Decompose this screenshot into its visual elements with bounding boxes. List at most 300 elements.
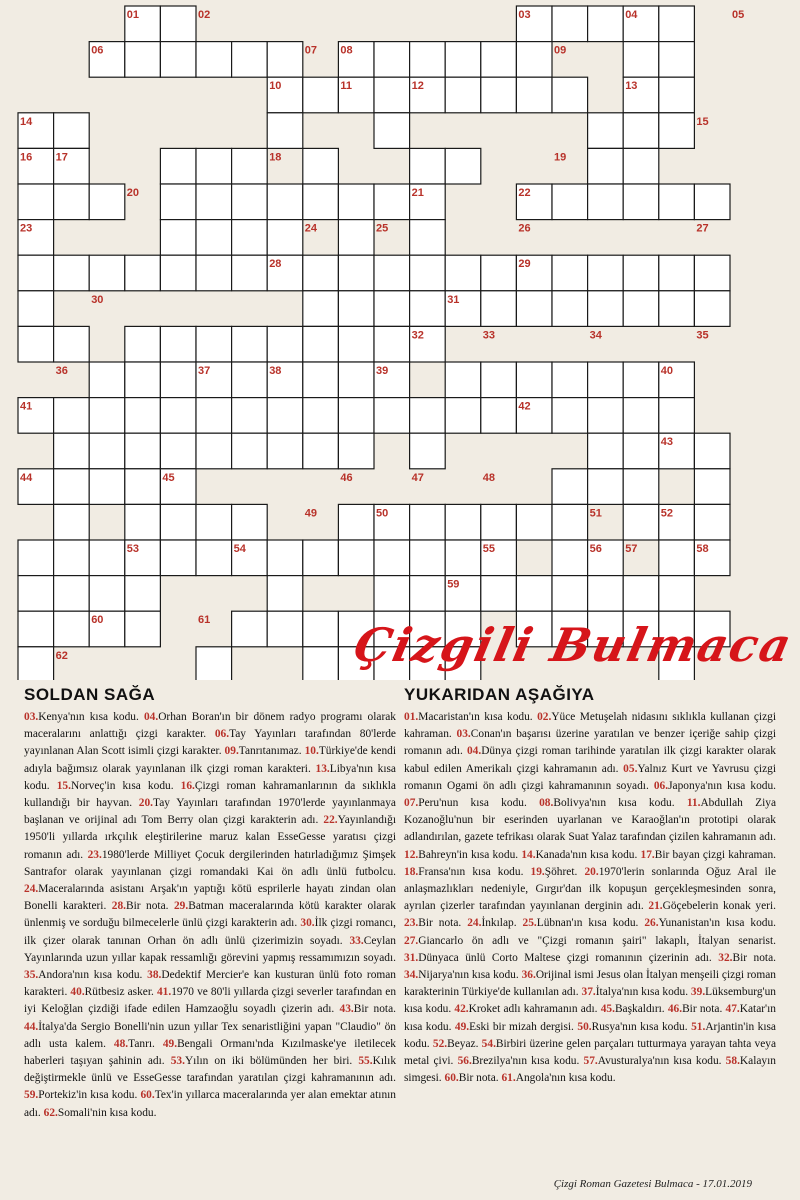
grid-cell[interactable] xyxy=(18,326,54,362)
clue-number: 26. xyxy=(644,917,659,930)
grid-cell[interactable] xyxy=(267,398,303,434)
grid-cell[interactable] xyxy=(54,255,90,291)
grid-cell[interactable] xyxy=(588,6,624,42)
grid-cell[interactable] xyxy=(160,6,196,42)
grid-cell[interactable] xyxy=(196,42,232,78)
grid-cell[interactable] xyxy=(303,611,339,647)
grid-cell[interactable] xyxy=(232,220,268,256)
grid-cell[interactable] xyxy=(445,362,481,398)
grid-cell[interactable] xyxy=(374,184,410,220)
grid-cell[interactable] xyxy=(694,291,730,327)
grid-cell[interactable] xyxy=(232,362,268,398)
grid-cell[interactable] xyxy=(588,469,624,505)
clue-number: 62. xyxy=(43,1106,58,1119)
grid-cell[interactable] xyxy=(54,504,90,540)
grid-cell[interactable] xyxy=(125,433,161,469)
clue-text: Portekiz'in kısa kodu. xyxy=(38,1089,141,1102)
grid-clue-number: 36 xyxy=(55,365,68,377)
grid-clue-number: 13 xyxy=(625,80,638,93)
clue-number: 47. xyxy=(725,1003,740,1016)
grid-cell[interactable] xyxy=(659,576,695,612)
grid-cell[interactable] xyxy=(267,576,303,612)
clue-text: Kılık değiştirmekle ünlü ve EsseGesse tarafından yaratılan çizgi kahramanının adı. xyxy=(24,1055,397,1085)
grid-cell[interactable] xyxy=(445,42,481,78)
grid-cell[interactable] xyxy=(588,291,624,327)
grid-clue-number: 32 xyxy=(411,329,424,342)
grid-cell[interactable] xyxy=(160,148,196,184)
grid-cell[interactable] xyxy=(89,255,125,291)
grid-cell[interactable] xyxy=(54,398,90,434)
grid-cell[interactable] xyxy=(89,433,125,469)
clue-number: 35. xyxy=(24,969,39,982)
clue-text: Avusturalya'nın kısa kodu. xyxy=(597,1055,726,1068)
clue-text: Başkaldırı. xyxy=(614,1003,668,1016)
grid-cell[interactable] xyxy=(54,611,90,647)
clue-text: Kanada'nın kısa kodu. xyxy=(535,848,641,861)
clue-number: 27. xyxy=(404,934,419,947)
grid-cell[interactable] xyxy=(160,220,196,256)
grid-cell[interactable] xyxy=(410,255,446,291)
clue-number: 28. xyxy=(111,900,127,913)
grid-clue-number: 38 xyxy=(269,365,282,377)
clue-text: Bengali Ormanı'nda Kızılmaske'ye iletilecek haberleri taşıyan şahinin adı. xyxy=(24,1037,396,1068)
clue-number: 17. xyxy=(640,848,655,861)
grid-cell[interactable] xyxy=(410,433,446,469)
grid-cell[interactable] xyxy=(623,504,659,540)
clue-text: Bir nota. xyxy=(126,900,174,913)
clue-number: 04. xyxy=(143,711,159,723)
grid-cell[interactable] xyxy=(623,576,659,612)
clue-text: Yalnız Kurt ve Yavrusu çizgi romanın Ogami ön adlı çizgi kahramanının soyadı. xyxy=(404,762,776,792)
clue-number: 06. xyxy=(214,728,230,741)
clue-number: 22. xyxy=(323,814,338,827)
grid-cell[interactable] xyxy=(694,184,730,220)
grid-clue-number: 01 xyxy=(126,9,140,21)
grid-cell[interactable] xyxy=(267,433,303,469)
grid-cell[interactable] xyxy=(303,184,339,220)
clue-text: Rütbesiz asker. xyxy=(84,986,157,999)
grid-cell[interactable] xyxy=(338,220,374,256)
grid-cell[interactable] xyxy=(552,576,588,612)
grid-clue-number: 33 xyxy=(482,329,496,342)
grid-clue-number: 43 xyxy=(660,436,674,449)
grid-cell[interactable] xyxy=(481,77,517,113)
grid-cell[interactable] xyxy=(89,540,125,576)
grid-clue-number: 48 xyxy=(482,471,496,484)
grid-cell[interactable] xyxy=(410,220,446,256)
grid-cell[interactable] xyxy=(374,42,410,78)
grid-cell[interactable] xyxy=(374,113,410,149)
grid-cell[interactable] xyxy=(89,362,125,398)
clue-number: 25. xyxy=(522,917,537,930)
grid-cell[interactable] xyxy=(694,255,730,291)
clue-text: Orhan Boran'ın bir dönem radyo programı olarak maceralarını anlattığı çizgi karakter. xyxy=(24,711,396,741)
clue-text: Yılın on iki bölümünden her biri. xyxy=(184,1055,359,1068)
grid-cell[interactable] xyxy=(588,576,624,612)
grid-cell[interactable] xyxy=(623,148,659,184)
grid-cell[interactable] xyxy=(659,398,695,434)
grid-cell[interactable] xyxy=(552,540,588,576)
grid-cell[interactable] xyxy=(410,148,446,184)
grid-cell[interactable] xyxy=(18,291,54,327)
grid-cell[interactable] xyxy=(623,398,659,434)
grid-cell[interactable] xyxy=(410,398,446,434)
grid-cell[interactable] xyxy=(445,255,481,291)
grid-cell[interactable] xyxy=(160,398,196,434)
grid-cell[interactable] xyxy=(89,469,125,505)
grid-cell[interactable] xyxy=(18,184,54,220)
grid-clue-number: 06 xyxy=(91,44,104,57)
grid-cell[interactable] xyxy=(54,184,90,220)
grid-cell[interactable] xyxy=(481,255,517,291)
grid-cell[interactable] xyxy=(516,291,552,327)
grid-cell[interactable] xyxy=(303,148,339,184)
grid-cell[interactable] xyxy=(516,504,552,540)
grid-cell[interactable] xyxy=(160,540,196,576)
grid-cell[interactable] xyxy=(410,42,446,78)
grid-cell[interactable] xyxy=(338,504,374,540)
grid-cell[interactable] xyxy=(338,433,374,469)
grid-cell[interactable] xyxy=(303,398,339,434)
grid-clue-number: 56 xyxy=(589,543,602,555)
grid-cell[interactable] xyxy=(588,113,624,149)
clue-text: Lüksemburg'un kısa kodu. xyxy=(404,986,776,1016)
grid-clue-number: 11 xyxy=(340,80,353,93)
grid-cell[interactable] xyxy=(338,291,374,327)
down-section xyxy=(404,685,776,1087)
grid-cell[interactable] xyxy=(303,255,339,291)
grid-cell[interactable] xyxy=(267,113,303,149)
clue-number: 59. xyxy=(24,1089,39,1102)
grid-cell[interactable] xyxy=(125,611,161,647)
clue-text: Bir bayan çizgi kahraman. xyxy=(654,848,776,861)
grid-cell[interactable] xyxy=(588,362,624,398)
clue-number: 57. xyxy=(583,1055,598,1068)
grid-cell[interactable] xyxy=(18,255,54,291)
clue-text: Angola'nın kısa kodu. xyxy=(515,1072,616,1085)
clue-text: Dedektif Mercier'e kan kusturan ünlü foto roman karakteri. xyxy=(24,969,396,999)
clue-number: 30. xyxy=(300,917,315,930)
grid-cell[interactable] xyxy=(338,184,374,220)
clue-number: 49. xyxy=(162,1037,178,1050)
grid-cell[interactable] xyxy=(659,42,695,78)
grid-cell[interactable] xyxy=(694,469,730,505)
grid-cell[interactable] xyxy=(516,362,552,398)
clue-text: Yayınlandığı 1950'li yıllarda ırkçılık eleştirilerine maruz kalan EsseGesse yaratısı çizgi romanın adı. xyxy=(24,814,396,861)
grid-cell[interactable] xyxy=(445,77,481,113)
grid-cell[interactable] xyxy=(552,504,588,540)
clue-number: 14. xyxy=(521,848,536,861)
grid-clue-number: 39 xyxy=(376,365,389,377)
clue-number: 03. xyxy=(24,711,39,723)
grid-clue-number: 05 xyxy=(732,9,745,21)
grid-cell[interactable] xyxy=(303,433,339,469)
clue-text: Tex'in yıllarca maceralarında yer alan emektar atının adı. xyxy=(24,1089,396,1119)
grid-cell[interactable] xyxy=(481,291,517,327)
down-clue-list xyxy=(404,709,776,1087)
clue-text: Kalayın simgesi. xyxy=(404,1055,776,1085)
grid-cell[interactable] xyxy=(588,433,624,469)
grid-cell[interactable] xyxy=(125,42,161,78)
clue-number: 60. xyxy=(140,1089,155,1102)
grid-cell[interactable] xyxy=(267,220,303,256)
grid-cell[interactable] xyxy=(196,220,232,256)
clue-text: Giancarlo ön adlı ve "Çizgi romanın şairi" lakaplı, İtalyan senarist. xyxy=(418,934,776,947)
grid-cell[interactable] xyxy=(410,540,446,576)
grid-cell[interactable] xyxy=(659,113,695,149)
grid-clue-number: 28 xyxy=(269,258,282,271)
clue-number: 55. xyxy=(358,1055,373,1068)
grid-cell[interactable] xyxy=(623,469,659,505)
grid-cell[interactable] xyxy=(232,611,268,647)
clue-text: Kroket adlı kahramanın adı. xyxy=(468,1003,601,1016)
grid-cell[interactable] xyxy=(481,398,517,434)
grid-cell[interactable] xyxy=(196,184,232,220)
clue-number: 60. xyxy=(444,1072,459,1085)
grid-cell[interactable] xyxy=(659,255,695,291)
grid-clue-number: 45 xyxy=(162,471,175,484)
grid-cell[interactable] xyxy=(445,540,481,576)
clue-text: İlk çizgi romancı, ilk çizer olarak tanınan Orhan ön adlı ünlü çizerimizin soyadı. xyxy=(24,917,397,947)
grid-clue-number: 59 xyxy=(447,578,460,591)
grid-cell[interactable] xyxy=(196,148,232,184)
grid-cell[interactable] xyxy=(54,540,90,576)
clue-number: 39. xyxy=(690,986,706,999)
grid-cell[interactable] xyxy=(54,326,90,362)
grid-cell[interactable] xyxy=(659,6,695,42)
grid-cell[interactable] xyxy=(267,540,303,576)
clue-number: 46. xyxy=(667,1003,683,1016)
grid-cell[interactable] xyxy=(552,255,588,291)
grid-cell[interactable] xyxy=(552,291,588,327)
grid-cell[interactable] xyxy=(160,504,196,540)
grid-cell[interactable] xyxy=(232,326,268,362)
grid-cell[interactable] xyxy=(374,291,410,327)
clue-text: Abdullah Ziya Kozanoğlu'nun bir eserinden uyarlanan ve Karaoğlan'ın prototipi olarak adlandırılan, gazete tefrikası olarak Suat Yalaz tarafından çizilen kahramanın adı. xyxy=(404,797,776,844)
grid-cell[interactable] xyxy=(303,326,339,362)
grid-cell[interactable] xyxy=(516,42,552,78)
grid-clue-number: 29 xyxy=(518,258,531,271)
grid-clue-number: 24 xyxy=(304,222,318,235)
grid-clue-number: 40 xyxy=(660,365,674,377)
grid-cell[interactable] xyxy=(516,576,552,612)
grid-cell[interactable] xyxy=(659,184,695,220)
clue-text: Yunanistan'ın kısa kodu. xyxy=(658,917,776,930)
grid-cell[interactable] xyxy=(623,42,659,78)
grid-clue-number: 62 xyxy=(55,649,68,662)
grid-cell[interactable] xyxy=(303,362,339,398)
grid-cell[interactable] xyxy=(659,291,695,327)
grid-cell[interactable] xyxy=(552,77,588,113)
grid-cell[interactable] xyxy=(694,433,730,469)
clue-number: 03. xyxy=(456,728,471,741)
grid-cell[interactable] xyxy=(89,398,125,434)
grid-cell[interactable] xyxy=(196,398,232,434)
clue-text: Kenya'nın kısa kodu. xyxy=(38,711,144,723)
grid-cell[interactable] xyxy=(196,647,232,680)
grid-clue-number: 20 xyxy=(126,187,140,199)
grid-cell[interactable] xyxy=(445,148,481,184)
grid-cell[interactable] xyxy=(659,540,695,576)
clue-number: 05. xyxy=(623,762,638,775)
grid-cell[interactable] xyxy=(338,255,374,291)
grid-cell[interactable] xyxy=(160,184,196,220)
grid-cell[interactable] xyxy=(232,398,268,434)
grid-cell[interactable] xyxy=(552,469,588,505)
clue-text: Somali'nin kısa kodu. xyxy=(57,1106,157,1119)
clue-number: 08. xyxy=(539,797,554,810)
clue-number: 33. xyxy=(349,934,364,947)
grid-cell[interactable] xyxy=(18,611,54,647)
grid-cell[interactable] xyxy=(374,326,410,362)
grid-cell[interactable] xyxy=(267,326,303,362)
clue-number: 58. xyxy=(725,1055,740,1068)
grid-cell[interactable] xyxy=(89,576,125,612)
grid-cell[interactable] xyxy=(125,469,161,505)
grid-cell[interactable] xyxy=(588,148,624,184)
grid-cell[interactable] xyxy=(196,540,232,576)
grid-cell[interactable] xyxy=(374,398,410,434)
grid-cell[interactable] xyxy=(54,469,90,505)
grid-cell[interactable] xyxy=(232,42,268,78)
clue-text: Dünyaca ünlü Corto Maltese çizgi romanının çizerinin adı. xyxy=(418,951,719,964)
grid-cell[interactable] xyxy=(196,326,232,362)
grid-clue-number: 42 xyxy=(518,400,531,413)
grid-cell[interactable] xyxy=(623,433,659,469)
grid-clue-number: 37 xyxy=(198,365,211,377)
across-section xyxy=(24,685,396,1122)
grid-cell[interactable] xyxy=(232,504,268,540)
grid-cell[interactable] xyxy=(125,576,161,612)
grid-cell[interactable] xyxy=(481,576,517,612)
grid-cell[interactable] xyxy=(410,576,446,612)
grid-cell[interactable] xyxy=(481,42,517,78)
grid-cell[interactable] xyxy=(267,42,303,78)
grid-cell[interactable] xyxy=(54,433,90,469)
clue-text: Göçebelerin konak yeri. xyxy=(662,900,776,913)
grid-cell[interactable] xyxy=(232,255,268,291)
clue-text: Bir nota. xyxy=(353,1003,396,1016)
grid-cell[interactable] xyxy=(267,611,303,647)
clue-number: 12. xyxy=(404,848,419,861)
clue-text: İnkılap. xyxy=(481,917,523,930)
clue-text: 1970'lerin sonlarında Oğuz Aral ile anlaşmazlıkları nedeniyle, Gırgır'dan ilk kopuşun gerçekleşmesinden sonra, ayrılan çizerler tarafından yayınlanan derginin adı. xyxy=(404,865,776,913)
grid-cell[interactable] xyxy=(125,362,161,398)
grid-cell[interactable] xyxy=(623,113,659,149)
grid-cell[interactable] xyxy=(338,362,374,398)
grid-cell[interactable] xyxy=(552,6,588,42)
grid-cell[interactable] xyxy=(303,647,339,680)
grid-cell[interactable] xyxy=(410,291,446,327)
grid-cell[interactable] xyxy=(374,540,410,576)
clue-text: Bolivya'nın kısa kodu. xyxy=(553,797,687,810)
clue-text: Orijinal ismi Jesus olan İtalyan menşeili çizgi roman karakterinin Türkiye'de kullanılan adı. xyxy=(404,969,776,999)
clue-number: 32. xyxy=(718,951,733,964)
grid-cell[interactable] xyxy=(410,504,446,540)
grid-cell[interactable] xyxy=(623,291,659,327)
grid-cell[interactable] xyxy=(659,77,695,113)
grid-cell[interactable] xyxy=(89,184,125,220)
grid-cell[interactable] xyxy=(338,540,374,576)
grid-cell[interactable] xyxy=(125,326,161,362)
grid-cell[interactable] xyxy=(588,255,624,291)
grid-cell[interactable] xyxy=(481,504,517,540)
grid-clue-number: 26 xyxy=(518,222,531,235)
grid-cell[interactable] xyxy=(445,504,481,540)
grid-cell[interactable] xyxy=(623,255,659,291)
grid-cell[interactable] xyxy=(54,576,90,612)
clue-number: 23. xyxy=(404,917,419,930)
grid-cell[interactable] xyxy=(303,77,339,113)
clue-number: 09. xyxy=(224,745,239,758)
grid-clue-number: 18 xyxy=(269,151,282,164)
grid-cell[interactable] xyxy=(552,398,588,434)
clue-number: 36. xyxy=(521,969,536,982)
clue-number: 20. xyxy=(584,865,599,878)
grid-cell[interactable] xyxy=(18,647,54,680)
grid-cell[interactable] xyxy=(694,504,730,540)
grid-cell[interactable] xyxy=(125,398,161,434)
puzzle-title: Çizgili Bulmaca xyxy=(349,618,798,672)
grid-clue-number: 12 xyxy=(411,80,424,93)
grid-cell[interactable] xyxy=(445,398,481,434)
grid-cell[interactable] xyxy=(160,362,196,398)
grid-cell[interactable] xyxy=(125,255,161,291)
grid-cell[interactable] xyxy=(374,77,410,113)
grid-cell[interactable] xyxy=(303,291,339,327)
clue-text: Fransa'nın kısa kodu. xyxy=(418,865,531,878)
grid-cell[interactable] xyxy=(588,184,624,220)
grid-cell[interactable] xyxy=(481,362,517,398)
clue-number: 13. xyxy=(315,762,330,775)
grid-cell[interactable] xyxy=(267,184,303,220)
grid-cell[interactable] xyxy=(552,184,588,220)
grid-cell[interactable] xyxy=(623,184,659,220)
clue-text: Tay Yayınları tarafından 80'lerde yayınlanan Alan Scott isimli çizgi karakter. xyxy=(24,728,396,758)
grid-cell[interactable] xyxy=(516,77,552,113)
grid-cell[interactable] xyxy=(18,576,54,612)
grid-cell[interactable] xyxy=(303,540,339,576)
grid-cell[interactable] xyxy=(588,398,624,434)
grid-cell[interactable] xyxy=(338,398,374,434)
grid-cell[interactable] xyxy=(623,362,659,398)
grid-cell[interactable] xyxy=(232,433,268,469)
grid-cell[interactable] xyxy=(160,42,196,78)
clue-text: Çizgi roman kahramanlarının da sıklıkla kullandığı bir hayvan. xyxy=(24,779,396,810)
grid-cell[interactable] xyxy=(160,433,196,469)
grid-cell[interactable] xyxy=(232,148,268,184)
grid-cell[interactable] xyxy=(552,362,588,398)
clue-number: 24. xyxy=(24,883,39,896)
grid-cell[interactable] xyxy=(160,326,196,362)
grid-cell[interactable] xyxy=(338,326,374,362)
clue-number: 19. xyxy=(530,865,545,878)
grid-cell[interactable] xyxy=(196,255,232,291)
grid-cell[interactable] xyxy=(160,255,196,291)
grid-cell[interactable] xyxy=(374,576,410,612)
grid-cell[interactable] xyxy=(374,255,410,291)
grid-cell[interactable] xyxy=(196,504,232,540)
grid-cell[interactable] xyxy=(125,504,161,540)
grid-cell[interactable] xyxy=(196,433,232,469)
across-heading: SOLDAN SAĞA xyxy=(24,685,156,704)
grid-cell[interactable] xyxy=(232,184,268,220)
grid-clue-number: 14 xyxy=(20,115,33,128)
clue-text: Rusya'nın kısa kodu. xyxy=(591,1020,692,1033)
grid-cell[interactable] xyxy=(18,540,54,576)
grid-cell[interactable] xyxy=(54,113,90,149)
grid-clue-number: 10 xyxy=(269,80,282,93)
